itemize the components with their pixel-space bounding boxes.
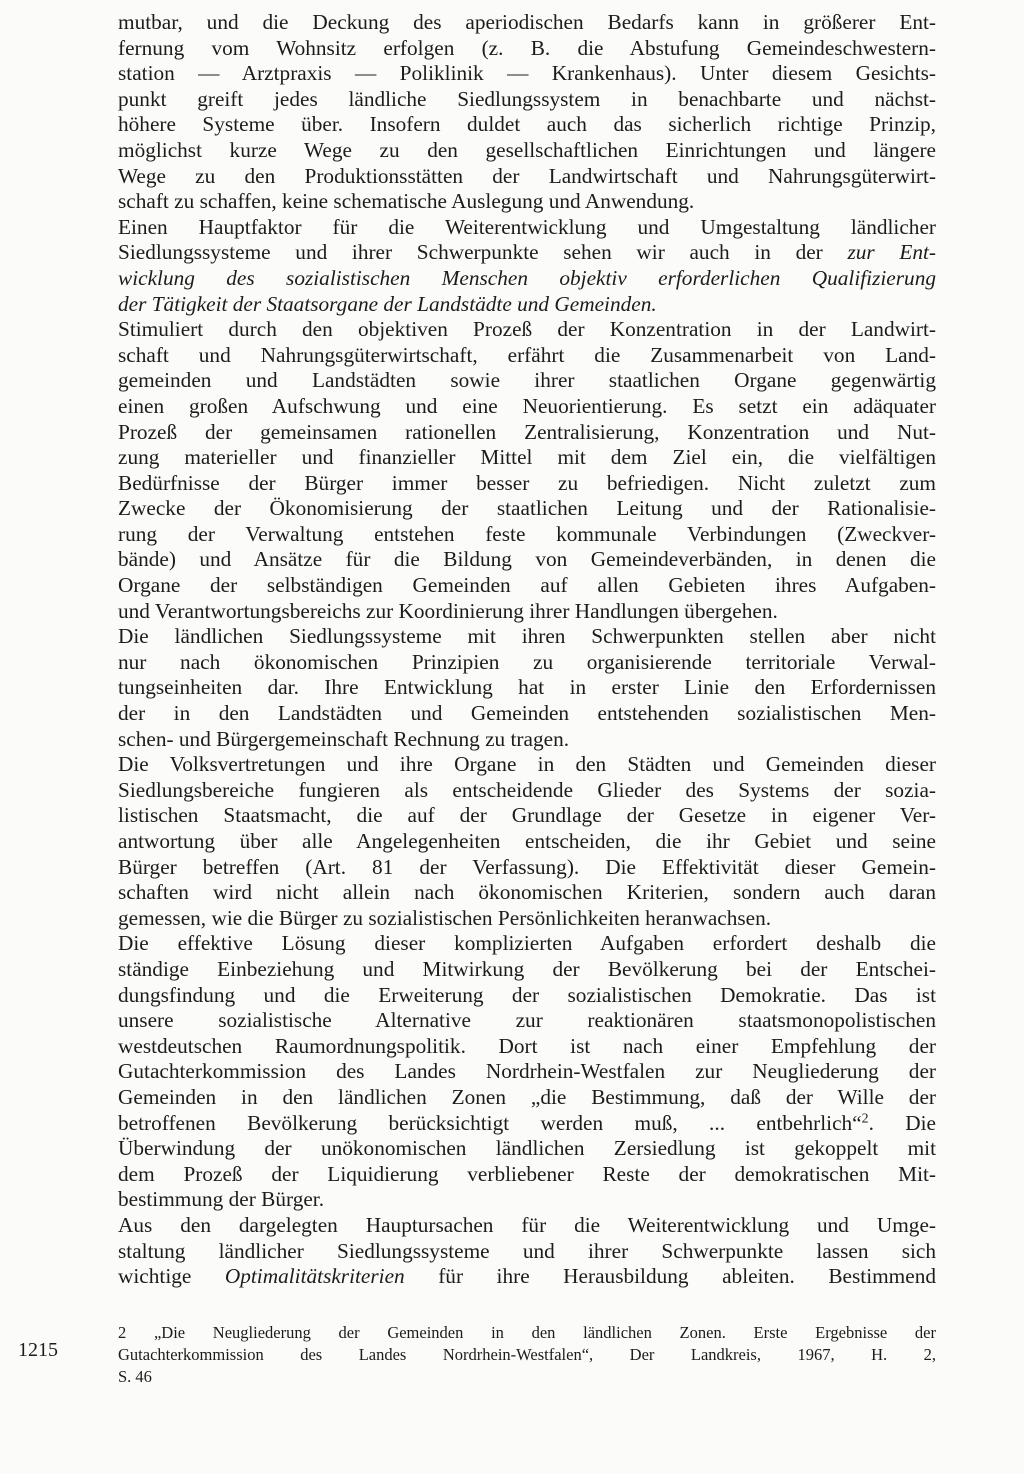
text-line [118,1008,936,1034]
text-run: westdeutschen Raumordnungspolitik. Dort ist nach einer Empfehlung der [118,1033,936,1058]
text-run: Die Volksvertretungen und ihre Organe in den Städten und Gemeinden dieser [118,752,936,777]
emphasis: Optimalitätskriterien [224,1264,405,1289]
text-line [118,855,936,881]
text-line [118,471,936,497]
text-line [118,727,936,753]
text-run: . Die [868,1110,936,1135]
text-run: Die effektive Lösung dieser komplizierten Aufgaben erfordert deshalb die [118,931,936,956]
text-run: Wege zu den Produktionsstätten der Landwirtschaft und Nahrungsgüterwirt- [118,163,936,188]
text-run: und Verantwortungsbereichs zur Koordinierung ihrer Handlungen übergehen. [118,598,778,623]
text-run: tungseinheiten dar. Ihre Entwicklung hat in erster Linie den Erfordernissen [118,675,936,700]
text-run: unsere sozialistische Alternative zur reaktionären staatsmonopolistischen [118,1008,936,1033]
text-line [118,778,936,804]
text-run: höhere Systeme über. Insofern duldet auch das sicherlich richtige Prinzip, [118,112,936,137]
text-line [118,317,936,343]
body-text [118,10,936,1290]
footnote-line: S. 46 [118,1367,152,1386]
text-run: Organe der selbständigen Gemeinden auf allen Gebieten ihres Aufgaben- [118,573,936,598]
text-line [118,36,936,62]
text-line [118,803,936,829]
text-line [118,522,936,548]
text-run: schaft zu schaffen, keine schematische Auslegung und Anwendung. [118,189,695,214]
text-line [118,880,936,906]
text-line [118,957,936,983]
emphasis: der Tätigkeit der Staatsorgane der Landstädte und Gemeinden. [118,291,657,316]
text-run: Siedlungsbereiche fungieren als entscheidende Glieder des Systems der sozia- [118,777,936,802]
text-line [118,87,936,113]
text-line [118,829,936,855]
text-run: schaft und Nahrungsgüterwirtschaft, erfährt die Zusammenarbeit von Land- [118,342,936,367]
text-line [118,1187,936,1213]
footnote-line: 2 „Die Neugliederung der Gemeinden in den ländlichen Zonen. Erste Ergebnisse der [118,1323,936,1342]
text-line [118,215,936,241]
text-line [118,1239,936,1265]
text-run: Aus den dargelegten Hauptursachen für die Weiterentwicklung und Umge- [118,1212,936,1237]
text-line [118,164,936,190]
text-run: mutbar, und die Deckung des aperiodischen Bedarfs kann in größerer Ent- [118,10,936,34]
text-run: nur nach ökonomischen Prinzipien zu organisierende territoriale Verwal- [118,649,936,674]
text-line [118,931,936,957]
text-run: für ihre Herausbildung ableiten. Bestimmend [404,1264,936,1289]
text-run: Die ländlichen Siedlungssysteme mit ihren Schwerpunkten stellen aber nicht [118,624,936,649]
paragraph [118,931,936,1213]
text-line [118,983,936,1009]
text-line [118,343,936,369]
text-line [118,61,936,87]
paragraph [118,10,936,215]
text-run: bände) und Ansätze für die Bildung von Gemeindeverbänden, in denen die [118,547,936,572]
text-run: wichtige [118,1264,225,1289]
text-run: Gutachterkommission des Landes Nordrhein-Westfalen zur Neugliederung der [118,1059,936,1084]
text-line [118,624,936,650]
text-line [118,1111,936,1137]
text-line [118,292,936,318]
footnote [118,1322,936,1388]
text-line [118,1059,936,1085]
text-run: gemessen, wie die Bürger zu sozialistischen Persönlichkeiten heranwachsen. [118,905,772,930]
text-run: einen großen Aufschwung und eine Neuorientierung. Es setzt ein adäquater [118,393,936,418]
text-run: möglichst kurze Wege zu den gesellschaftlichen Einrichtungen und längere [118,137,936,162]
text-line [118,1034,936,1060]
text-line [118,599,936,625]
text-line [118,420,936,446]
text-run: Bürger betreffen (Art. 81 der Verfassung). Die Effektivität dieser Gemein- [118,854,936,879]
text-line [118,240,936,266]
text-run: Siedlungssysteme und ihrer Schwerpunkte sehen wir auch in der [118,240,848,265]
text-run: schaften wird nicht allein nach ökonomischen Kriterien, sondern auch daran [118,880,936,905]
paragraph [118,624,936,752]
page-number: 1215 [18,1339,58,1361]
text-line [118,573,936,599]
text-run: station — Arztpraxis — Poliklinik — Krankenhaus). Unter diesem Gesichts- [118,61,936,86]
text-run: antwortung über alle Angelegenheiten entscheiden, die ihr Gebiet und seine [118,829,936,853]
text-line [118,496,936,522]
text-line [118,138,936,164]
paragraph [118,215,936,317]
text-run: dungsfindung und die Erweiterung der sozialistischen Demokratie. Das ist [118,982,936,1007]
text-run: schen- und Bürgergemeinschaft Rechnung zu tragen. [118,726,570,751]
text-run: ständige Einbeziehung und Mitwirkung der Bevölkerung bei der Entschei- [118,956,936,981]
text-run: Überwindung der unökonomischen ländlichen Zersiedlung ist gekoppelt mit [118,1136,936,1161]
emphasis: wicklung des sozialistischen Menschen objektiv erforderlichen Qualifizierung [118,265,936,290]
text-run: Zwecke der Ökonomisierung der staatlichen Leitung und der Rationalisie- [118,496,936,521]
text-run: zung materieller und finanzieller Mittel mit dem Ziel ein, die vielfältigen [118,445,936,470]
text-run: rung der Verwaltung entstehen feste kommunale Verbindungen (Zweckver- [118,521,936,546]
paragraph [118,317,936,624]
text-run: punkt greift jedes ländliche Siedlungssystem in benachbarte und nächst- [118,86,936,111]
footnote-line: Gutachterkommission des Landes Nordrhein-Westfalen“, Der Landkreis, 1967, H. 2, [118,1345,936,1364]
paragraph [118,1213,936,1290]
text-run: Stimuliert durch den objektiven Prozeß der Konzentration in der Landwirt- [118,317,936,342]
text-line [118,1162,936,1188]
text-line [118,1085,936,1111]
text-line [118,10,936,36]
text-line [118,266,936,292]
text-line [118,650,936,676]
paragraph [118,752,936,931]
emphasis: zur Ent- [847,240,936,265]
text-line [118,701,936,727]
text-run: bestimmung der Bürger. [118,1187,325,1212]
text-run: betroffenen Bevölkerung berücksichtigt werden muß, ... entbehrlich“ [118,1110,862,1135]
text-run: Einen Hauptfaktor für die Weiterentwicklung und Umgestaltung ländlicher [118,214,936,239]
text-line [118,752,936,778]
text-run: Bedürfnisse der Bürger immer besser zu befriedigen. Nicht zuletzt zum [118,470,936,495]
text-run: gemeinden und Landstädten sowie ihrer staatlichen Organe gegenwärtig [118,368,936,393]
text-line [118,112,936,138]
text-line [118,445,936,471]
text-run: dem Prozeß der Liquidierung verbliebener Reste der demokratischen Mit- [118,1161,936,1186]
text-run: der in den Landstädten und Gemeinden entstehenden sozialistischen Men- [118,701,936,726]
text-line [118,368,936,394]
footnote-ref: 2 [861,1109,869,1125]
text-line [118,1136,936,1162]
text-run: Gemeinden in den ländlichen Zonen „die Bestimmung, daß der Wille der [118,1084,936,1109]
text-run: fernung vom Wohnsitz erfolgen (z. B. die Abstufung Gemeindeschwestern- [118,35,936,60]
text-line [118,189,936,215]
text-run: Prozeß der gemeinsamen rationellen Zentralisierung, Konzentration und Nut- [118,419,936,444]
text-line [118,547,936,573]
text-line [118,1213,936,1239]
text-line [118,394,936,420]
text-run: staltung ländlicher Siedlungssysteme und ihrer Schwerpunkte lassen sich [118,1238,936,1263]
text-line [118,675,936,701]
text-line [118,906,936,932]
text-run: listischen Staatsmacht, die auf der Grundlage der Gesetze in eigener Ver- [118,803,936,828]
text-line [118,1264,936,1290]
